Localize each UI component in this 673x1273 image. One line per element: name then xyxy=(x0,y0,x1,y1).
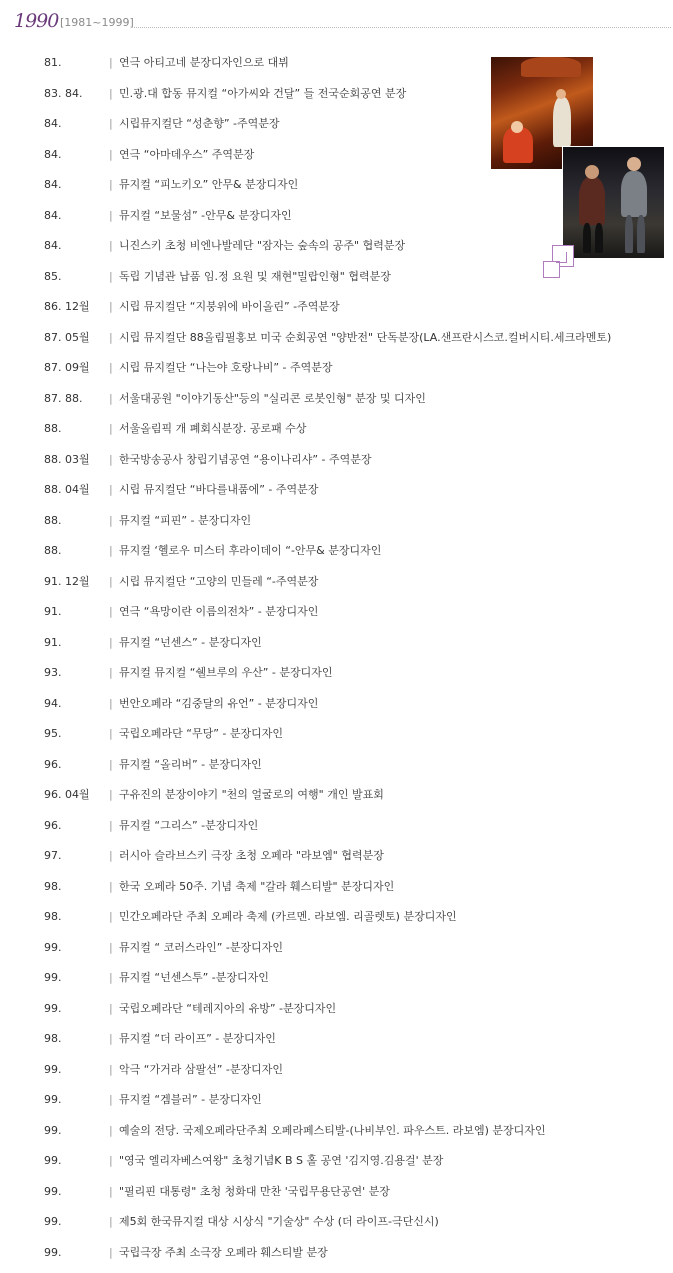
separator-bar: | xyxy=(109,758,113,772)
separator-bar: | xyxy=(109,1093,113,1107)
timeline-entry xyxy=(0,1151,673,1182)
entry-year: 91. 12월 xyxy=(44,575,90,589)
entry-year: 99. xyxy=(44,971,62,985)
entry-year: 84. xyxy=(44,239,62,253)
entry-year: 99. xyxy=(44,1002,62,1016)
page-header xyxy=(0,0,673,40)
entry-year: 93. xyxy=(44,666,62,680)
entry-text: 뮤지컬 “겜블러” - 분장디자인 xyxy=(119,1093,262,1107)
entry-year: 83. 84. xyxy=(44,87,82,101)
entry-year: 87. 05월 xyxy=(44,331,90,345)
separator-bar: | xyxy=(109,270,113,284)
timeline-entry xyxy=(0,1182,673,1213)
entry-year: 87. 09월 xyxy=(44,361,90,375)
entry-text: 시립 뮤지컬단 “지붕위에 바이올린” -주역분장 xyxy=(119,300,340,314)
entry-text: 시립 뮤지컬단 88올림필홍보 미국 순회공연 "양반전" 단독분장(LA.샌프란시스코.컬버시티.세크라멘토) xyxy=(119,331,611,345)
separator-bar: | xyxy=(109,514,113,528)
timeline-entry xyxy=(0,694,673,725)
entry-year: 88. 04월 xyxy=(44,483,90,497)
separator-bar: | xyxy=(109,880,113,894)
timeline-entry xyxy=(0,328,673,359)
entry-year: 99. xyxy=(44,1246,62,1260)
timeline-entry xyxy=(0,633,673,664)
separator-bar: | xyxy=(109,422,113,436)
separator-bar: | xyxy=(109,666,113,680)
separator-bar: | xyxy=(109,910,113,924)
separator-bar: | xyxy=(109,849,113,863)
timeline-entry xyxy=(0,450,673,481)
entry-year: 84. xyxy=(44,148,62,162)
timeline-entry xyxy=(0,785,673,816)
entry-text: 구유진의 분장이야기 "천의 얼굴로의 여행" 개인 발표회 xyxy=(119,788,384,802)
separator-bar: | xyxy=(109,788,113,802)
timeline-entry xyxy=(0,541,673,572)
timeline-entry xyxy=(0,419,673,450)
entry-text: 뮤지컬 “피핀” - 분장디자인 xyxy=(119,514,251,528)
entry-year: 96. xyxy=(44,758,62,772)
timeline-entry xyxy=(0,297,673,328)
entry-year: 98. xyxy=(44,910,62,924)
timeline-entry xyxy=(0,938,673,969)
entry-year: 84. xyxy=(44,117,62,131)
entry-year: 96. xyxy=(44,819,62,833)
entry-text: 뮤지컬 “ 코러스라인” -분장디자인 xyxy=(119,941,283,955)
entry-text: 뮤지컬 “그리스” -분장디자인 xyxy=(119,819,258,833)
entry-year: 86. 12월 xyxy=(44,300,90,314)
entry-text: 독립 기념관 납품 임.정 요원 및 재현"밀랍인형" 협력분장 xyxy=(119,270,391,284)
timeline-entry xyxy=(0,907,673,938)
entry-year: 88. 03월 xyxy=(44,453,90,467)
timeline-entry xyxy=(0,999,673,1030)
stage-photo-musical xyxy=(562,146,664,258)
entry-year: 99. xyxy=(44,1154,62,1168)
entry-text: "필리핀 대통령" 초청 청화대 만찬 '국립무용단공연' 분장 xyxy=(119,1185,390,1199)
entry-text: 뮤지컬 ‘헬로우 미스터 후라이데이 “-안무& 분장디자인 xyxy=(119,544,381,558)
separator-bar: | xyxy=(109,941,113,955)
separator-bar: | xyxy=(109,148,113,162)
timeline-entry xyxy=(0,816,673,847)
entry-text: 악극 “가거라 삼팔선” -분장디자인 xyxy=(119,1063,283,1077)
separator-bar: | xyxy=(109,87,113,101)
entry-year: 91. xyxy=(44,636,62,650)
entry-year: 94. xyxy=(44,697,62,711)
entry-year: 88. xyxy=(44,422,62,436)
separator-bar: | xyxy=(109,605,113,619)
entry-text: 뮤지컬 “올리버” - 분장디자인 xyxy=(119,758,262,772)
entry-year: 96. 04월 xyxy=(44,788,90,802)
entry-text: 한국방송공사 창립기념공연 “용이나리샤” - 주역분장 xyxy=(119,453,372,467)
timeline-entry xyxy=(0,480,673,511)
separator-bar: | xyxy=(109,1215,113,1229)
entry-text: 연극 아티고네 분장디자인으로 대뷔 xyxy=(119,56,289,70)
separator-bar: | xyxy=(109,636,113,650)
entry-text: 국립극장 주최 소극장 오페라 훼스티발 분장 xyxy=(119,1246,328,1260)
timeline-entry xyxy=(0,755,673,786)
timeline-entry xyxy=(0,511,673,542)
entry-year: 98. xyxy=(44,1032,62,1046)
entry-text: 시립 뮤지컬단 “나는야 호랑나비” - 주역분장 xyxy=(119,361,333,375)
timeline-entry xyxy=(0,1121,673,1152)
timeline-entry xyxy=(0,1090,673,1121)
entry-text: 뮤지컬 뮤지컬 “쉘브루의 우산” - 분장디자인 xyxy=(119,666,333,680)
entry-text: 뮤지컬 “피노키오” 안무& 분장디자인 xyxy=(119,178,298,192)
separator-bar: | xyxy=(109,331,113,345)
separator-bar: | xyxy=(109,1154,113,1168)
entry-text: 니진스키 초청 비엔나발레단 "잠자는 숲속의 공주" 협력분장 xyxy=(119,239,405,253)
timeline-entry xyxy=(0,968,673,999)
timeline-entry xyxy=(0,846,673,877)
timeline-entry xyxy=(0,877,673,908)
separator-bar: | xyxy=(109,453,113,467)
separator-bar: | xyxy=(109,361,113,375)
entry-year: 99. xyxy=(44,1124,62,1138)
separator-bar: | xyxy=(109,971,113,985)
separator-bar: | xyxy=(109,544,113,558)
timeline-entry xyxy=(0,267,673,298)
entry-text: 뮤지컬 “넌센스투” -분장디자인 xyxy=(119,971,269,985)
entry-text: 연극 “아마데우스” 주역분장 xyxy=(119,148,254,162)
timeline-entry xyxy=(0,1060,673,1091)
separator-bar: | xyxy=(109,575,113,589)
dotted-divider xyxy=(134,27,671,28)
entry-text: 국립오페라단 “테레지아의 유방” -분장디자인 xyxy=(119,1002,336,1016)
timeline-entry xyxy=(0,724,673,755)
entry-year: 99. xyxy=(44,1063,62,1077)
separator-bar: | xyxy=(109,117,113,131)
entry-year: 98. xyxy=(44,880,62,894)
decorative-frame-corner xyxy=(556,252,567,263)
separator-bar: | xyxy=(109,1185,113,1199)
entry-year: 81. xyxy=(44,56,62,70)
separator-bar: | xyxy=(109,239,113,253)
entry-text: 러시아 슬라브스키 극장 초청 오페라 "라보엠" 협력분장 xyxy=(119,849,384,863)
year-range: [1981~1999] xyxy=(60,16,134,29)
separator-bar: | xyxy=(109,56,113,70)
entry-text: 시립 뮤지컬단 “고양의 민들레 “-주역분장 xyxy=(119,575,318,589)
separator-bar: | xyxy=(109,483,113,497)
timeline-entry xyxy=(0,358,673,389)
entry-text: 뮤지컬 “더 라이프” - 분장디자인 xyxy=(119,1032,276,1046)
entry-year: 99. xyxy=(44,1185,62,1199)
separator-bar: | xyxy=(109,1124,113,1138)
entry-year: 91. xyxy=(44,605,62,619)
timeline-entry xyxy=(0,572,673,603)
entry-year: 88. xyxy=(44,514,62,528)
separator-bar: | xyxy=(109,727,113,741)
entry-text: 연극 “욕망이란 이름의전차” - 분장디자인 xyxy=(119,605,318,619)
entry-year: 99. xyxy=(44,1215,62,1229)
timeline-entry xyxy=(0,663,673,694)
entry-year: 95. xyxy=(44,727,62,741)
separator-bar: | xyxy=(109,1246,113,1260)
separator-bar: | xyxy=(109,392,113,406)
entry-text: 시립뮤지컬단 “성춘향” -주역분장 xyxy=(119,117,280,131)
entry-text: 번안오페라 “김중달의 유언” - 분장디자인 xyxy=(119,697,318,711)
separator-bar: | xyxy=(109,697,113,711)
decorative-frame-small xyxy=(543,261,560,278)
separator-bar: | xyxy=(109,209,113,223)
entry-text: 시립 뮤지컬단 “바다를내품에” - 주역분장 xyxy=(119,483,318,497)
separator-bar: | xyxy=(109,1063,113,1077)
entry-year: 85. xyxy=(44,270,62,284)
timeline-entry xyxy=(0,602,673,633)
entry-text: 서울올림픽 개 폐회식분장. 공로패 수상 xyxy=(119,422,307,436)
entry-text: 민.광.대 합동 뮤지컬 “아가씨와 건달” 들 전국순회공연 분장 xyxy=(119,87,406,101)
entry-year: 99. xyxy=(44,1093,62,1107)
entry-text: 예술의 전당. 국제오페라단주최 오페라페스티발-(나비부인. 파우스트. 라보엠) 분장디자인 xyxy=(119,1124,546,1138)
entry-text: 뮤지컬 “넌센스” - 분장디자인 xyxy=(119,636,262,650)
separator-bar: | xyxy=(109,1032,113,1046)
separator-bar: | xyxy=(109,819,113,833)
timeline-entry xyxy=(0,1243,673,1273)
timeline-entry xyxy=(0,1212,673,1243)
entry-text: 뮤지컬 “보물섬” -안무& 분장디자인 xyxy=(119,209,292,223)
entry-year: 88. xyxy=(44,544,62,558)
entry-text: 서울대공원 "이야기동산"등의 "실리콘 로봇인형" 분장 및 디자인 xyxy=(119,392,426,406)
separator-bar: | xyxy=(109,1002,113,1016)
entry-text: 민간오페라단 주최 오페라 축제 (카르멘. 라보엠. 리골렛토) 분장디자인 xyxy=(119,910,457,924)
entry-year: 84. xyxy=(44,178,62,192)
decade-title: 1990 xyxy=(14,10,58,32)
timeline-entry xyxy=(0,1029,673,1060)
entry-text: 제5회 한국뮤지컬 대상 시상식 "기술상" 수상 (더 라이프-극단신시) xyxy=(119,1215,439,1229)
entry-year: 99. xyxy=(44,941,62,955)
separator-bar: | xyxy=(109,178,113,192)
separator-bar: | xyxy=(109,300,113,314)
entry-text: 한국 오페라 50주. 기념 축제 "갈라 훼스티발" 분장디자인 xyxy=(119,880,394,894)
entry-year: 87. 88. xyxy=(44,392,82,406)
entry-year: 84. xyxy=(44,209,62,223)
entry-text: "영국 엘리자베스여왕" 초청기념K B S 홀 공연 '김지영.김용걸' 분장 xyxy=(119,1154,443,1168)
timeline-entry xyxy=(0,389,673,420)
entry-year: 97. xyxy=(44,849,62,863)
entry-text: 국립오페라단 “무당” - 분장디자인 xyxy=(119,727,283,741)
